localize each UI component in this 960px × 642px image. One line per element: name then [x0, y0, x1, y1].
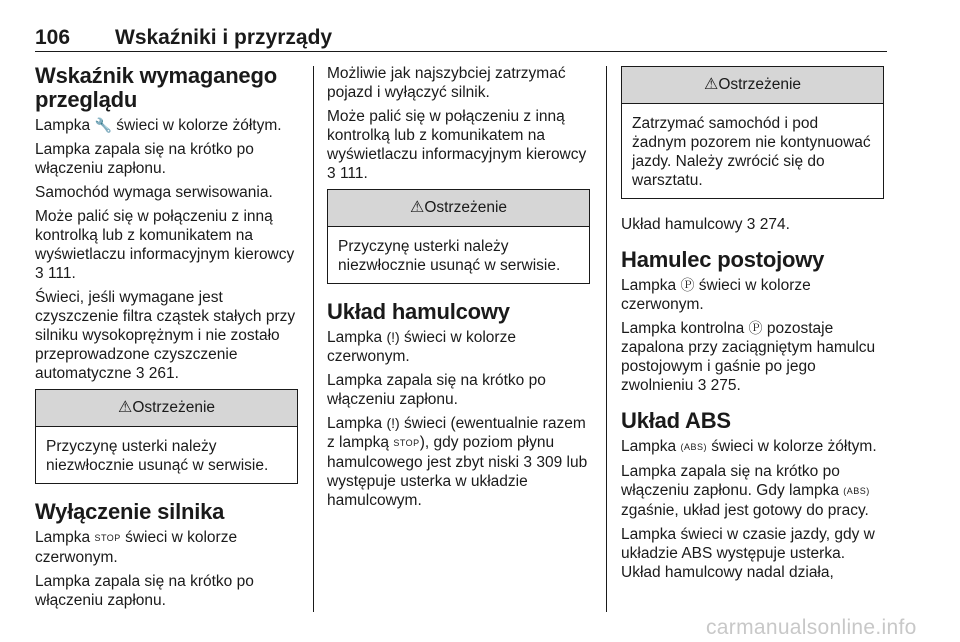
page-ref-icon: 3 [135, 365, 145, 382]
parking-brake-icon: Ⓟ [680, 277, 695, 293]
warning-header: ⚠Ostrzeżenie [328, 190, 589, 227]
page-ref[interactable]: 111 [339, 165, 364, 182]
page-ref-icon: 3 [523, 454, 533, 471]
page-ref-icon: 3 [697, 377, 707, 394]
paragraph: Lampka kontrolna Ⓟ pozostaje zapalona przy zaciągniętym hamulcu postojowym i gaśnie po jego zwolnieniu 3 275. [621, 320, 876, 394]
brake-warning-icon: (!) [386, 415, 400, 431]
warning-icon: ⚠ [703, 76, 719, 93]
column-divider-right [606, 66, 607, 612]
warning-text: Przyczynę usterki należy niezwłocznie usunąć w serwisie. [338, 238, 561, 274]
warning-box [35, 389, 298, 484]
paragraph: Możliwie jak najszybciej zatrzymać pojazd i wyłączyć silnik. [327, 65, 566, 101]
page-ref-icon: 3 [746, 216, 756, 233]
warning-text: Przyczynę usterki należy niezwłocznie usunąć w serwisie. [46, 438, 269, 474]
paragraph: Może palić się w połączeniu z inną kontrolką lub z komunikatem na wyświetlaczu informacyjnym kierowcy 3 111. [327, 108, 587, 182]
page-ref-icon: 3 [35, 265, 44, 282]
column-3 [621, 64, 884, 587]
running-title: Wskaźniki i przyrządy [115, 26, 333, 49]
page-ref[interactable]: 261 [148, 365, 175, 382]
paragraph: Lampka 🔧 świeci w kolorze żółtym. [35, 117, 282, 134]
warning-box [327, 189, 590, 284]
abs-icon: (ABS) [843, 486, 870, 496]
page-ref[interactable]: 274 [759, 216, 786, 233]
warning-icon: ⚠ [117, 399, 133, 416]
column-2 [327, 64, 590, 515]
stop-icon: STOP [393, 438, 420, 448]
page-ref-icon: 3 [327, 165, 336, 182]
section-title-abs: Układ ABS [621, 408, 731, 433]
section-title-engine-off: Wyłączenie silnika [35, 499, 225, 524]
warning-text: Zatrzymać samochód i pod żadnym pozorem nie kontynuować jazdy. Należy zwrócić się do warsztatu. [632, 115, 871, 189]
paragraph: Lampka zapala się na krótko po włączeniu zapłonu. [327, 372, 546, 408]
paragraph: Samochód wymaga serwisowania. [35, 184, 273, 201]
column-divider-left [313, 66, 314, 612]
stop-icon: STOP [94, 533, 121, 543]
paragraph: Lampka (ABS) świeci w kolorze żółtym. [621, 438, 877, 455]
warning-box [621, 66, 884, 199]
paragraph: Lampka (!) świeci (ewentualnie razem z lampką STOP), gdy poziom płynu hamulcowego jest zbyt niski 3 309 lub występuje usterka w układzie hamulcowym. [327, 415, 588, 509]
section-title-service: Wskaźnik wymaganego przeglądu [35, 63, 277, 112]
abs-icon: (ABS) [680, 442, 707, 452]
paragraph: Lampka zapala się na krótko po włączeniu zapłonu. [35, 573, 254, 609]
page-ref[interactable]: 309 [536, 454, 563, 471]
column-1 [35, 64, 298, 615]
paragraph: Może palić się w połączeniu z inną kontrolką lub z komunikatem na wyświetlaczu informacyjnym kierowcy 3 111. [35, 208, 295, 282]
warning-header: ⚠Ostrzeżenie [622, 67, 883, 104]
page-header [35, 26, 887, 52]
paragraph: Lampka STOP świeci w kolorze czerwonym. [35, 529, 238, 566]
paragraph: Lampka Ⓟ świeci w kolorze czerwonym. [621, 277, 811, 313]
wrench-icon: 🔧 [94, 117, 112, 133]
warning-header: ⚠Ostrzeżenie [36, 390, 297, 427]
page-ref[interactable]: 275 [710, 377, 737, 394]
page-number: 106 [35, 26, 71, 49]
parking-brake-icon: Ⓟ [748, 320, 763, 336]
paragraph: Świeci, jeśli wymagane jest czyszczenie filtra cząstek stałych przy silniku wysokoprężnym i nie zostało przeprowadzone czyszczenie automatyczne 3 261. [35, 289, 296, 382]
page-ref[interactable]: 111 [47, 265, 72, 282]
paragraph: Lampka świeci w czasie jazdy, gdy w układzie ABS występuje usterka. Układ hamulcowy nadal działa, [621, 526, 875, 581]
paragraph: Układ hamulcowy 3 274. [621, 216, 790, 233]
paragraph: Lampka zapala się na krótko po włączeniu zapłonu. [35, 141, 254, 177]
watermark: carmanualsonline.info [706, 616, 917, 639]
section-title-brakes: Układ hamulcowy [327, 299, 510, 324]
paragraph: Lampka (!) świeci w kolorze czerwonym. [327, 329, 516, 365]
paragraph: Lampka zapala się na krótko po włączeniu zapłonu. Gdy lampka (ABS) zgaśnie, układ jest gotowy do pracy. [621, 463, 870, 519]
warning-icon: ⚠ [409, 199, 425, 216]
brake-warning-icon: (!) [386, 329, 400, 345]
section-title-parking-brake: Hamulec postojowy [621, 247, 825, 272]
header-rule [35, 51, 887, 52]
